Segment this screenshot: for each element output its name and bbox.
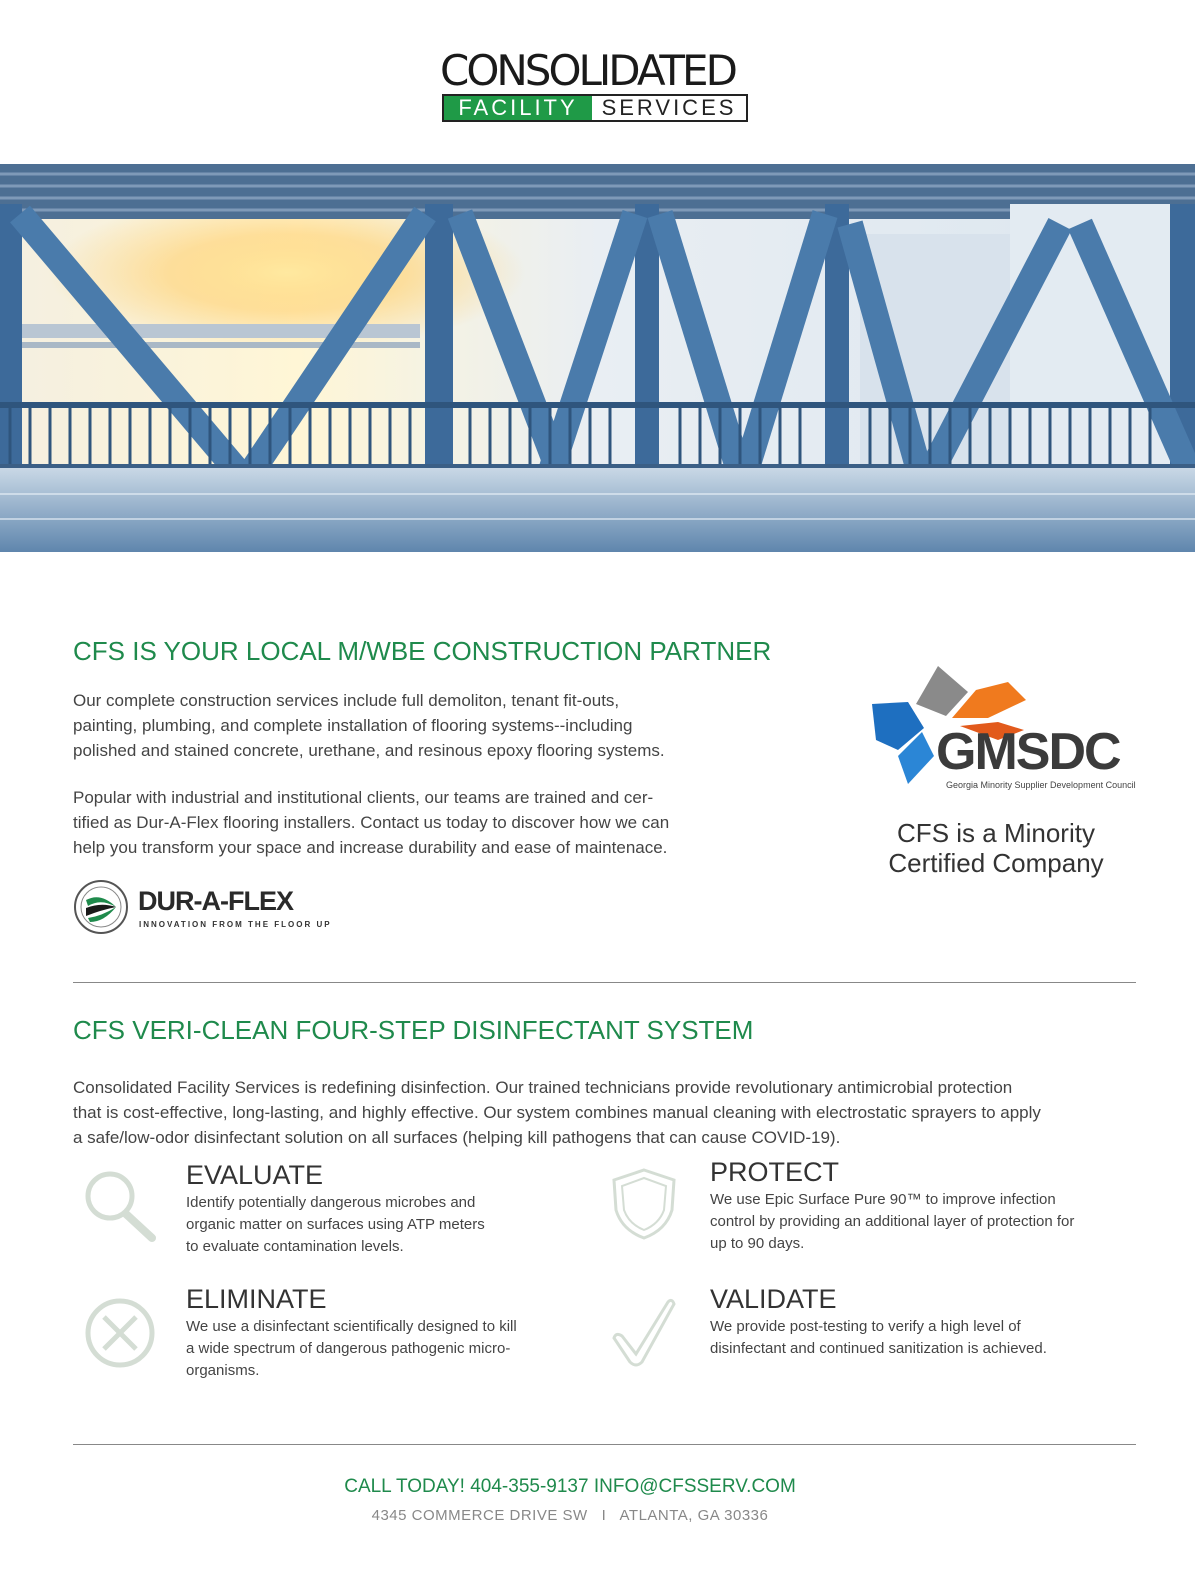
- logo-wordmark-text: CONSOLIDATED: [440, 46, 735, 95]
- step-description: [710, 1316, 1140, 1360]
- call-to-action: CALL TODAY! 404-355-9137 INFO@CFSSERV.COM: [344, 1476, 796, 1497]
- paragraph-line: help you transform your space and increase durability and ease of maintenace.: [73, 838, 668, 857]
- caption-line: Certified Company: [888, 848, 1104, 878]
- step-line: organic matter on surfaces using ATP meters: [186, 1216, 485, 1233]
- paragraph-line: Popular with industrial and institutional clients, our teams are trained and cer-: [73, 788, 654, 807]
- step-title: EVALUATE: [186, 1160, 324, 1190]
- logo-bar: [442, 94, 748, 122]
- step-line: We provide post-testing to verify a high level of: [710, 1318, 1021, 1335]
- logo-services: SERVICES: [592, 96, 746, 120]
- caption-line: CFS is a Minority: [897, 818, 1095, 848]
- magnifier-icon: [82, 1168, 160, 1244]
- minority-certified-caption: [868, 818, 1124, 878]
- paragraph-line: tified as Dur-A-Flex flooring installers. Contact us today to discover how we can: [73, 813, 670, 832]
- shield-icon: [608, 1166, 680, 1242]
- footer-divider: [73, 1444, 1136, 1445]
- gmsdc-logo: [868, 660, 1136, 800]
- hero-image: [0, 164, 1195, 552]
- step-line: a wide spectrum of dangerous pathogenic micro-: [186, 1340, 511, 1357]
- paragraph-line: Our complete construction services include full demoliton, tenant fit-outs,: [73, 691, 620, 710]
- company-logo: [440, 48, 752, 128]
- company-address: 4345 COMMERCE DRIVE SW I ATLANTA, GA 30336: [371, 1507, 769, 1524]
- close-circle-icon: [82, 1296, 160, 1372]
- duraflex-paragraph: [73, 785, 723, 860]
- step-protect: [710, 1157, 1140, 1255]
- construction-partner-heading: CFS IS YOUR LOCAL M/WBE CONSTRUCTION PARTNER: [73, 636, 772, 666]
- paragraph-line: a safe/low-odor disinfectant solution on all surfaces (helping kill pathogens that can cause COVID-19).: [73, 1128, 841, 1147]
- step-eliminate: [186, 1284, 566, 1382]
- step-line: organisms.: [186, 1362, 260, 1379]
- step-line: We use a disinfectant scientifically designed to kill: [186, 1318, 517, 1335]
- construction-services-paragraph: [73, 688, 723, 763]
- duraflex-logo: [74, 880, 334, 938]
- step-validate: [710, 1284, 1140, 1360]
- step-evaluate: [186, 1160, 566, 1258]
- step-description: [186, 1192, 566, 1258]
- section-divider: [73, 982, 1136, 983]
- disinfectant-system-heading: CFS VERI-CLEAN FOUR-STEP DISINFECTANT SYSTEM: [73, 1015, 754, 1045]
- step-line: disinfectant and continued sanitization is achieved.: [710, 1340, 1047, 1357]
- checkmark-icon: [606, 1296, 680, 1368]
- step-line: Identify potentially dangerous microbes and: [186, 1194, 476, 1211]
- step-description: [186, 1316, 566, 1382]
- step-line: to evaluate contamination levels.: [186, 1238, 404, 1255]
- step-line: We use Epic Surface Pure 90™ to improve infection: [710, 1191, 1056, 1208]
- paragraph-line: Consolidated Facility Services is redefining disinfection. Our trained technicians provide revolutionary antimicrobial protection: [73, 1078, 1013, 1097]
- duraflex-name: DUR-A-FLEX: [138, 886, 293, 916]
- logo-wordmark: [440, 48, 752, 94]
- gmsdc-name: GMSDC: [936, 723, 1120, 781]
- step-title: VALIDATE: [710, 1284, 837, 1314]
- duraflex-tagline: INNOVATION FROM THE FLOOR UP: [139, 920, 332, 929]
- step-line: control by providing an additional layer of protection for: [710, 1213, 1075, 1230]
- paragraph-line: polished and stained concrete, urethane, and resinous epoxy flooring systems.: [73, 741, 665, 760]
- gmsdc-subtitle: Georgia Minority Supplier Development Council: [946, 780, 1136, 790]
- duraflex-emblem-icon: [74, 880, 128, 934]
- step-description: [710, 1189, 1140, 1255]
- logo-facility: FACILITY: [444, 96, 592, 120]
- step-line: up to 90 days.: [710, 1235, 805, 1252]
- paragraph-line: that is cost-effective, long-lasting, and highly effective. Our system combines manual cleaning with electrostatic sprayers to apply: [73, 1103, 1041, 1122]
- step-title: PROTECT: [710, 1157, 840, 1187]
- step-title: ELIMINATE: [186, 1284, 327, 1314]
- paragraph-line: painting, plumbing, and complete installation of flooring systems--including: [73, 716, 633, 735]
- disinfectant-intro-paragraph: [73, 1075, 1143, 1150]
